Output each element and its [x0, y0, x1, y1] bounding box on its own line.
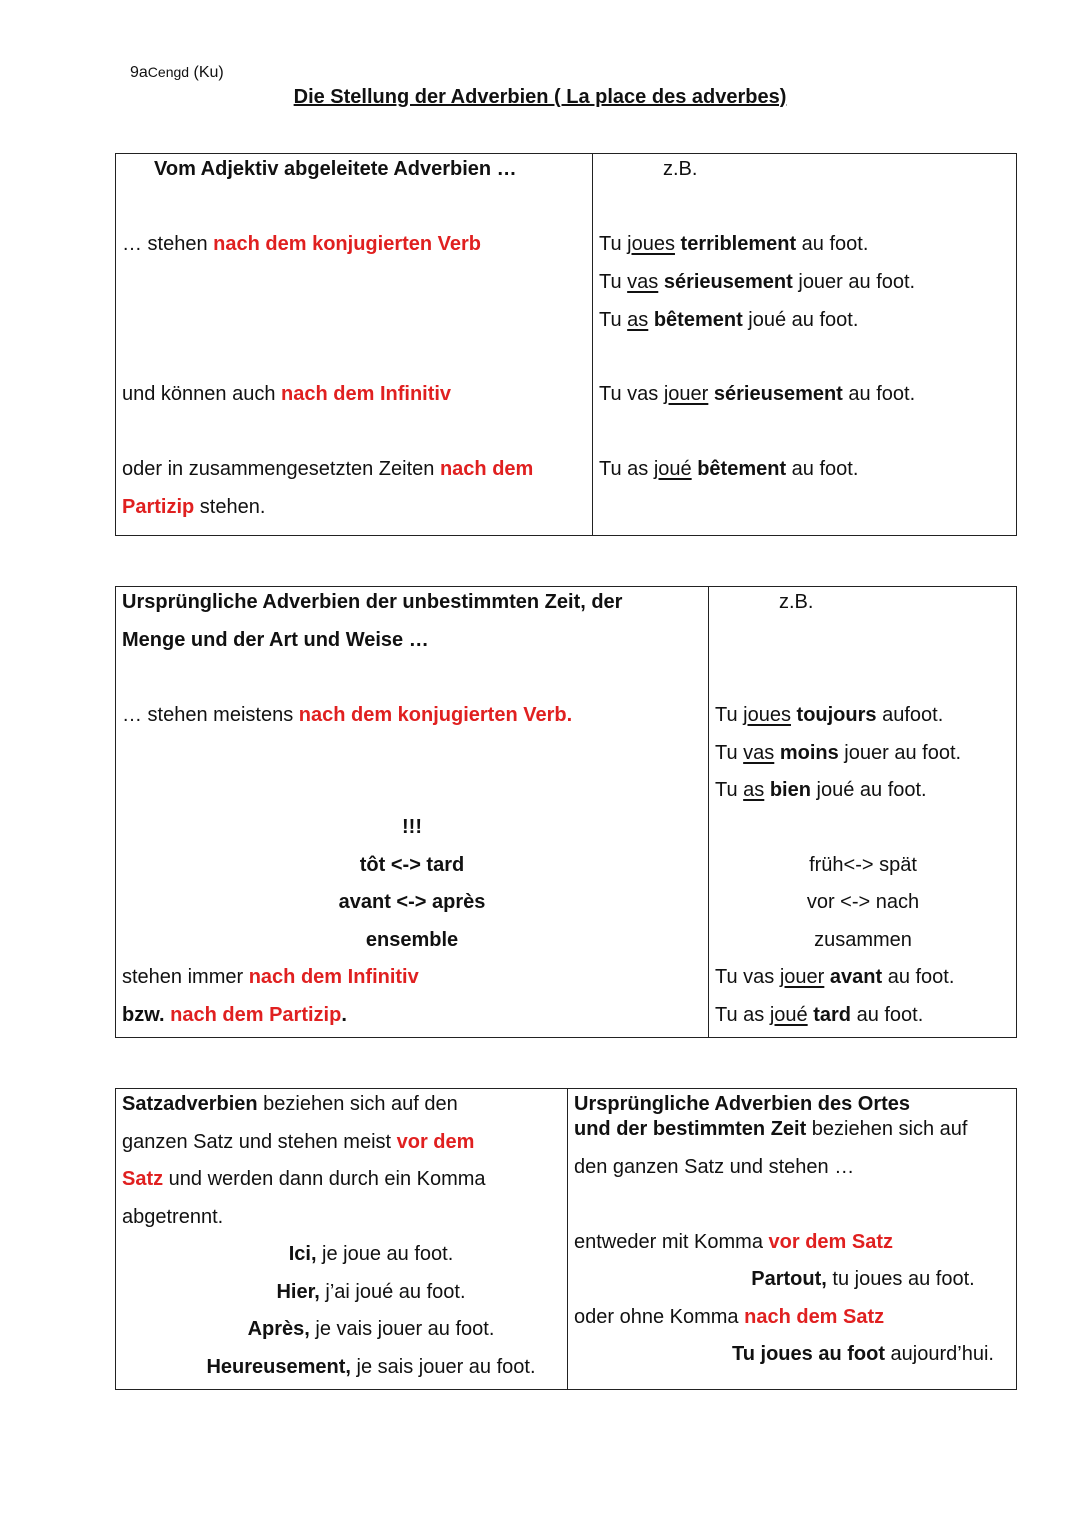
- examples-heading: z.B.: [663, 158, 698, 180]
- cell-sentence-adverbs: [116, 1089, 568, 1390]
- attention-mark: !!!: [402, 816, 422, 838]
- cell-rules: [116, 587, 709, 1038]
- table-original-adverbs: [115, 586, 1017, 1038]
- heading-derived-adverbs: Vom Adjektiv abgeleitete Adverbien …: [154, 158, 517, 180]
- place-time-heading-2: und der bestimmten Zeit beziehen sich auf: [574, 1118, 968, 1140]
- class-code: 9aCengd (Ku): [130, 64, 224, 81]
- example-tard: Tu as joué tard au foot.: [715, 1004, 924, 1026]
- sentence-adverbs-text-3: Satz und werden dann durch ein Komma: [122, 1168, 486, 1190]
- rule-after-participle-2: Partizip stehen.: [122, 496, 266, 518]
- pair-avant-apres: avant <-> après: [338, 891, 486, 913]
- example-ici: Ici, je joue au foot.: [288, 1243, 454, 1265]
- example-betement: Tu as bêtement joué au foot.: [599, 309, 859, 331]
- example-apres: Après, je vais jouer au foot.: [247, 1318, 495, 1340]
- sentence-adverbs-text-2: ganzen Satz und stehen meist vor dem: [122, 1131, 475, 1153]
- page-title: Die Stellung der Adverbien ( La place des adverbes): [293, 86, 787, 108]
- cell-rules: [116, 154, 593, 536]
- table-derived-adverbs: [115, 153, 1017, 536]
- pair-frueh-spaet: früh<-> spät: [809, 854, 917, 876]
- cell-examples: [709, 587, 1017, 1038]
- rule-after-infinitive: und können auch nach dem Infinitiv: [122, 383, 452, 405]
- rule-after-sentence: oder ohne Komma nach dem Satz: [574, 1306, 885, 1328]
- example-aujourdhui: Tu joues au foot aujourd’hui.: [732, 1343, 994, 1365]
- example-avant: Tu vas jouer avant au foot.: [715, 966, 955, 988]
- sentence-adverbs-text-1: Satzadverbien beziehen sich auf den: [122, 1093, 458, 1115]
- table-sentence-adverbs: [115, 1088, 1017, 1390]
- example-participle: Tu as joué bêtement au foot.: [599, 458, 859, 480]
- word-ensemble: ensemble: [365, 929, 459, 951]
- heading-original-adverbs-2: Menge und der Art und Weise …: [122, 629, 429, 651]
- rule-after-conjugated-verb: … stehen meistens nach dem konjugierten Verb.: [122, 704, 573, 726]
- rule-after-infinitive: stehen immer nach dem Infinitiv: [122, 966, 419, 988]
- examples-heading: z.B.: [779, 591, 814, 613]
- example-infinitive: Tu vas jouer sérieusement au foot.: [599, 383, 916, 405]
- place-time-heading-1: Ursprüngliche Adverbien des Ortes: [574, 1093, 911, 1115]
- example-serieusement: Tu vas sérieusement jouer au foot.: [599, 271, 916, 293]
- rule-after-participle: bzw. nach dem Partizip.: [122, 1004, 347, 1026]
- sentence-adverbs-text-4: abgetrennt.: [122, 1206, 224, 1228]
- example-moins: Tu vas moins jouer au foot.: [715, 742, 962, 764]
- example-terriblement: Tu joues terriblement au foot.: [599, 233, 869, 255]
- rule-after-participle-1: oder in zusammengesetzten Zeiten nach dem: [122, 458, 534, 480]
- rule-before-sentence: entweder mit Komma vor dem Satz: [574, 1231, 893, 1253]
- heading-original-adverbs-1: Ursprüngliche Adverbien der unbestimmten Zeit, der: [122, 591, 623, 613]
- example-bien: Tu as bien joué au foot.: [715, 779, 927, 801]
- example-toujours: Tu joues toujours aufoot.: [715, 704, 944, 726]
- rule-after-conjugated-verb: … stehen nach dem konjugierten Verb: [122, 233, 482, 255]
- example-heureusement: Heureusement, je sais jouer au foot.: [206, 1356, 536, 1378]
- cell-examples: [593, 154, 1017, 536]
- example-hier: Hier, j’ai joué au foot.: [276, 1281, 466, 1303]
- cell-place-time-adverbs: [568, 1089, 1017, 1390]
- pair-tot-tard: tôt <-> tard: [359, 854, 465, 876]
- pair-vor-nach: vor <-> nach: [806, 891, 920, 913]
- word-zusammen: zusammen: [814, 929, 912, 951]
- example-partout: Partout, tu joues au foot.: [751, 1268, 975, 1290]
- place-time-text: den ganzen Satz und stehen …: [574, 1156, 855, 1178]
